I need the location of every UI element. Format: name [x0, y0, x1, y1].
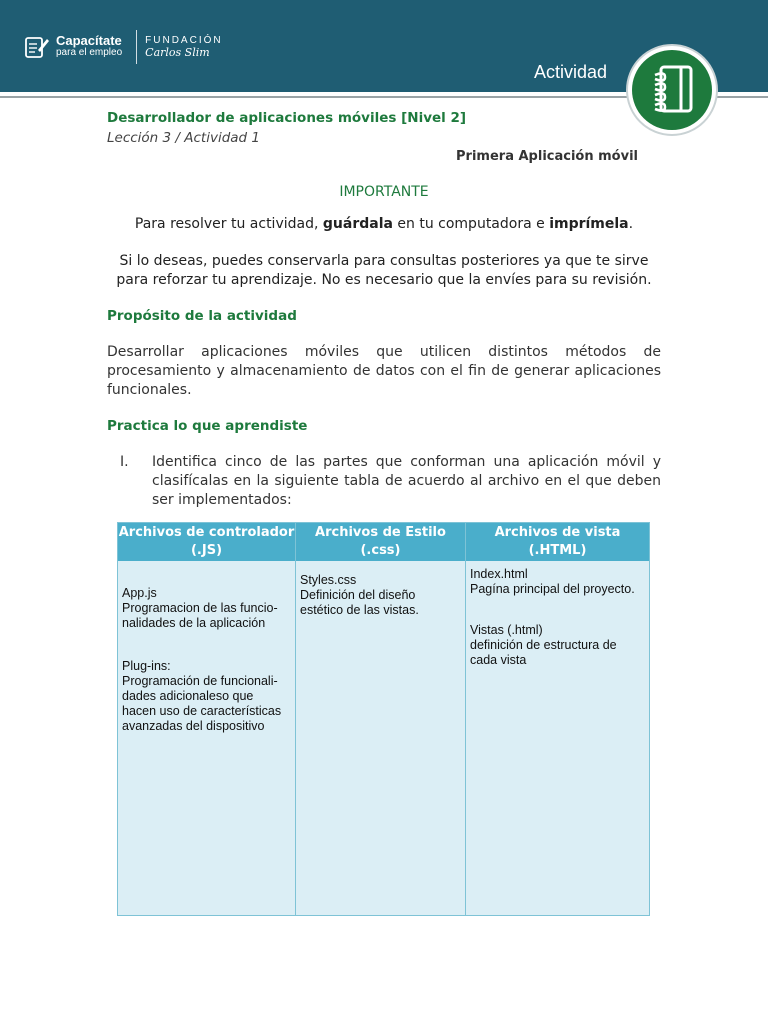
cell-line: avanzadas del dispositivo — [122, 719, 265, 733]
cell-line: Definición del diseño — [300, 588, 416, 602]
pencil-notebook-icon — [24, 34, 50, 60]
cell-line: cada vista — [470, 653, 527, 667]
table-cell-controller — [118, 561, 296, 915]
capacitate-logo — [24, 30, 223, 64]
files-table — [117, 522, 650, 916]
item-number: I. — [120, 454, 129, 470]
table-cell-style — [296, 561, 466, 915]
list-item — [120, 453, 661, 510]
table-header-controller: Archivos de controlador (.JS) — [118, 523, 296, 561]
table-row — [118, 561, 649, 915]
brand-sub: para el empleo — [56, 47, 123, 58]
purpose-heading: Propósito de la actividad — [107, 308, 297, 324]
instructions-part: Para resolver tu actividad, — [134, 216, 323, 232]
instructions-bold-print: imprímela — [549, 216, 629, 232]
practice-heading: Practica lo que aprendiste — [107, 418, 308, 434]
lesson-label: Lección 3 / Actividad 1 — [107, 130, 260, 146]
cell-line: definición de estructura de — [470, 638, 617, 652]
section-label: Actividad — [534, 62, 608, 82]
cell-title: Plug-ins: — [122, 659, 171, 673]
cell-line: Programación de funcionali- — [122, 674, 278, 688]
cell-line: Pagína principal del proyecto. — [470, 582, 635, 596]
notebook-icon — [647, 63, 697, 117]
note-paragraph: Si lo deseas, puedes conservarla para consultas posteriores ya que te sirve para reforzar tu aprendizaje. No es necesario que la envíes para su revisión. — [116, 253, 652, 288]
instructions-part: . — [628, 216, 634, 232]
cell-line: hacen uso de características — [122, 704, 282, 718]
purpose-text: Desarrollar aplicaciones móviles que utilicen distintos métodos de procesamiento y almacenamiento de datos con el fin de generar aplicaciones funcionales. — [107, 344, 661, 398]
cell-title: App.js — [122, 586, 157, 600]
cell-line: nalidades de la aplicación — [122, 616, 266, 630]
table-cell-view — [466, 561, 649, 915]
foundation-sign: Carlos Slim — [145, 46, 210, 59]
cell-line: Programacion de las funcio- — [122, 601, 278, 615]
table-header-row — [118, 523, 649, 561]
activity-badge — [626, 44, 718, 136]
important-heading: IMPORTANTE — [339, 184, 429, 200]
instructions-part: en tu computadora e — [392, 216, 550, 232]
logo-divider — [136, 30, 137, 64]
instructions-bold-save: guárdala — [322, 216, 393, 232]
cell-title: Vistas (.html) — [470, 623, 543, 637]
brand-name: Capacítate — [56, 33, 122, 48]
table-header-style: Archivos de Estilo (.css) — [296, 523, 466, 561]
cell-title: Index.html — [470, 567, 528, 581]
app-title: Primera Aplicación móvil — [456, 149, 638, 164]
cell-line: dades adicionaleso que — [122, 689, 254, 703]
table-header-view: Archivos de vista (.HTML) — [494, 525, 621, 558]
course-title: Desarrollador de aplicaciones móviles [Nivel 2] — [107, 110, 467, 126]
item-text: Identifica cinco de las partes que conforman una aplicación móvil y clasifícalas en la siguiente tabla de acuerdo al archivo en el que deben ser implementados: — [152, 454, 661, 508]
cell-title: Styles.css — [300, 573, 357, 587]
instructions — [0, 216, 768, 232]
cell-line: estético de las vistas. — [300, 603, 419, 617]
foundation-title: FUNDACIÓN — [145, 35, 223, 46]
